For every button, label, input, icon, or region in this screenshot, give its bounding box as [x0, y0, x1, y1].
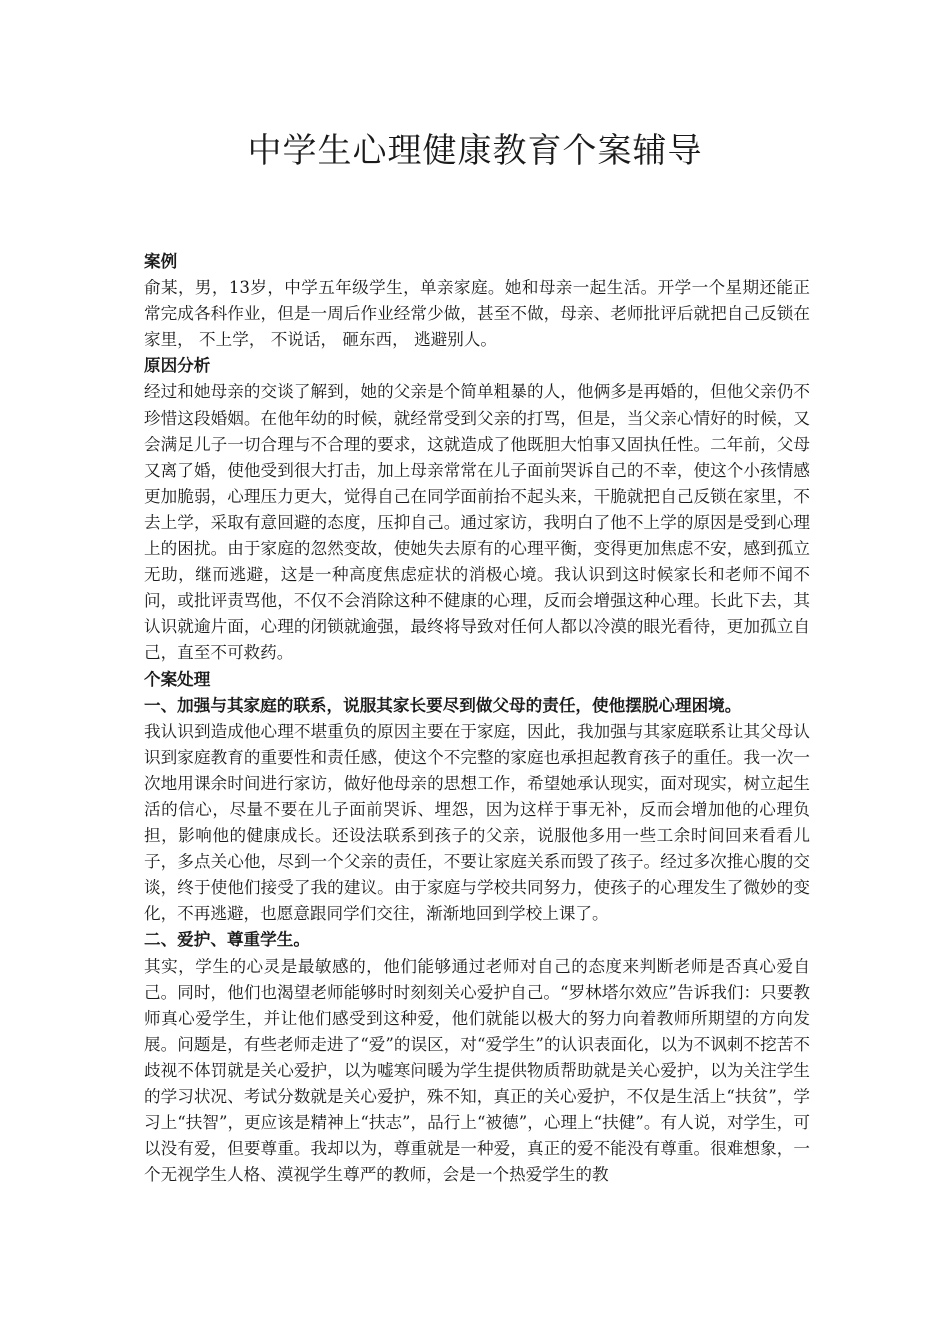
section-heading-care-respect: 二、爱护、尊重学生。: [144, 930, 310, 950]
section-heading-case: 案例: [144, 252, 178, 271]
section-heading-family-contact: 一、加强与其家庭的联系，说服其家长要尽到做父母的责任，使他摆脱心理困境。: [144, 695, 742, 715]
document-body: [144, 249, 810, 1188]
section-paragraph: 其实，学生的心灵是最敏感的，他们能够通过老师对自己的态度来判断老师是否真心爱自己。同时，他们也渴望老师能够时时刻刻关心爱护自己。“罗林塔尔效应”告诉我们：只要教师真心爱学生，并让他们感受到这种爱，他们就能以极大的努力向着教师所期望的方向发展。问题是，有些老师走进了“爱”的误区，对“爱学生”的认识表面化，以为不讽刺不挖苦不歧视不体罚就是关心爱护，以为嘘寒问暖为学生提供物质帮助就是关心爱护，以为关注学生的学习状况、考试分数就是关心爱护，殊不知，真正的关心爱护，不仅是生活上“扶贫”，学习上“扶智”，更应该是精神上“扶志”，品行上“被德”，心理上“扶健”。有人说，对学生，可以没有爱，但要尊重。我却以为，尊重就是一种爱，真正的爱不能没有尊重。很难想象，一个无视学生人格、漠视学生尊严的教师，会是一个热爱学生的教: [144, 956, 810, 1185]
section-heading-case-handling: 个案处理: [144, 669, 211, 689]
section-paragraph: 经过和她母亲的交谈了解到，她的父亲是个简单粗暴的人，他俩多是再婚的，但他父亲仍不珍惜这段婚姻。在他年幼的时候，就经常受到父亲的打骂，但是，当父亲心情好的时候，又会满足儿子一切合理与不合理的要求，这就造成了他既胆大怕事又固执任性。二年前，父母又离了婚，使他受到很大打击，加上母亲常常在儿子面前哭诉自己的不幸，使这个小孩情感更加脆弱，心理压力更大，觉得自己在同学面前抬不起头来，干脆就把自己反锁在家里，不去上学，采取有意回避的态度，压抑自己。通过家访，我明白了他不上学的原因是受到心理上的困扰。由于家庭的忽然变故，使她失去原有的心理平衡，变得更加焦虑不安，感到孤立无助，继而逃避，这是一种高度焦虑症状的消极心境。我认识到这时候家长和老师不闻不问，或批评责骂他，不仅不会消除这种不健康的心理，反而会增强这种心理。长此下去，其认识就逾片面，心理的闭锁就逾强，最终将导致对任何人都以冷漠的眼光看待，更加孤立自己，直至不可救药。: [144, 382, 810, 663]
section-paragraph: 俞某，男，13岁，中学五年级学生，单亲家庭。她和母亲一起生活。开学一个星期还能正常完成各科作业，但是一周后作业经常少做，甚至不做，母亲、老师批评后就把自己反锁在家里， 不上学， 不说话， 砸东西， 逃避别人。: [144, 278, 810, 350]
section-paragraph: 我认识到造成他心理不堪重负的原因主要在于家庭，因此，我加强与其家庭联系让其父母认识到家庭教育的重要性和责任感，使这个不完整的家庭也承担起教育孩子的重任。我一次一次地用课余时间进行家访，做好他母亲的思想工作，希望她承认现实，面对现实，树立起生活的信心，尽量不要在儿子面前哭诉、埋怨，因为这样于事无补，反而会增加他的心理负担，影响他的健康成长。还设法联系到孩子的父亲，说服他多用一些工余时间回来看看儿子，多点关心他，尽到一个父亲的责任，不要让家庭关系而毁了孩子。经过多次推心腹的交谈，终于使他们接受了我的建议。由于家庭与学校共同努力，使孩子的心理发生了微妙的变化，不再逃避，也愿意跟同学们交往，渐渐地回到学校上课了。: [144, 721, 810, 924]
document-title: 中学生心理健康教育个案辅导: [247, 131, 703, 171]
section-heading-cause-analysis: 原因分析: [144, 356, 211, 376]
